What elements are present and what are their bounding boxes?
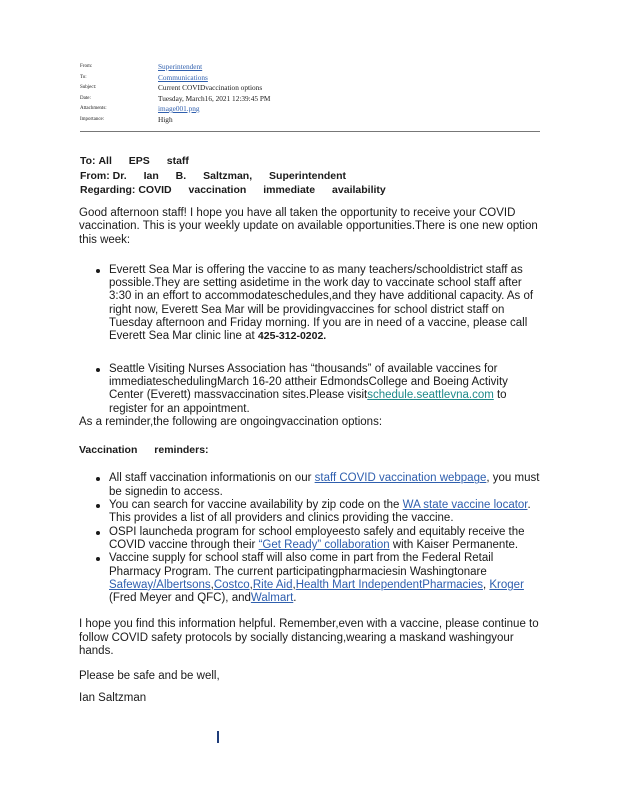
memo-from-value: Dr. Ian B. Saltzman, Superintendent (112, 169, 347, 182)
header-label: From: (80, 64, 93, 69)
reminders-list (79, 472, 541, 605)
list-item (79, 499, 541, 526)
vna-tail: to register for an appointment. (109, 389, 507, 415)
text-cursor (217, 731, 219, 743)
list-item: Vaccine supply for school staff will also come in part from the Federal Retail Pharmacy Program. The current participatingpharmaciesin Washingtonare Safeway/Albertsons,Costco,Rite Aid,Health Mart IndependentPharmacies, Kroger (Fred Meyer and QFC), andWalmart. (79, 552, 541, 605)
r2-post: . This provides a list of all providers and clinics providing the vaccine. (109, 499, 531, 525)
header-row-subject (80, 83, 270, 94)
kroger-link[interactable]: Kroger (489, 578, 524, 591)
memo-to (80, 154, 386, 169)
get-ready-collaboration-link[interactable]: “Get Ready” collaboration (258, 538, 390, 551)
closing-paragraph: I hope you find this information helpful. Remember,even with a vaccine, please continue to follow COVID safety protocols by socially distancing,wearing a maskand washingyour hands. (79, 618, 539, 658)
importance-value: High (158, 114, 173, 124)
intro-paragraph: Good afternoon staff! I hope you have all taken the opportunity to receive your COVID vaccination. This is your weekly update on available opportunities.There is one new option this week: (79, 207, 538, 246)
list-item (79, 472, 541, 499)
signature: Ian Saltzman (79, 691, 147, 704)
memo-to-value: All EPS staff (98, 155, 189, 167)
r3-post: with Kaiser Permanente. (389, 538, 519, 551)
wa-vaccine-locator-link[interactable]: WA state vaccine locator (402, 499, 528, 512)
to-link[interactable]: Communications (158, 72, 208, 82)
list-item (79, 363, 541, 416)
header-label: To: (80, 74, 87, 80)
header-row-date (80, 94, 270, 105)
vna-text: Seattle Visiting Nurses Association has “thousands” of available vaccines for immediateschedulingMarch 16-20 attheir EdmondsCollege and Boeing Activity Center (Everett) massvaccination sites.Please visit (109, 362, 508, 402)
memo-block (80, 154, 386, 198)
vna-schedule-link[interactable]: schedule.seattlevna.com (367, 389, 494, 402)
subject-value: Current COVIDvaccination options (158, 83, 263, 92)
list-item (79, 526, 541, 553)
memo-from (80, 169, 386, 184)
new-options-list (79, 264, 541, 416)
header-label: Subject: (80, 85, 97, 90)
r1-post: , you must be signedin to access. (109, 472, 540, 498)
header-row-from (80, 62, 270, 73)
r4-pre: Vaccine supply for school staff will also come in part from the Federal Retail Pharmacy Program. The current participatingpharmaciesin Washingtonare (109, 552, 494, 578)
rite-aid-link[interactable]: Rite Aid (252, 578, 293, 591)
sea-mar-phone: 425-312-0202. (257, 330, 327, 343)
header-divider (80, 131, 540, 132)
header-row-to (80, 73, 270, 84)
walmart-link[interactable]: Walmart (250, 592, 294, 605)
attachment-link[interactable]: image001.png (158, 104, 200, 113)
r3-pre: OSPI launcheda program for school employeesto safely and equitably receive the COVID vaccine through their (109, 525, 525, 551)
list-item (79, 264, 541, 344)
header-row-attachments (80, 104, 270, 115)
from-link[interactable]: Superintendent (158, 62, 203, 71)
sea-mar-text: Everett Sea Mar is offering the vaccine to as many teachers/schooldistrict staff as possible.They are setting asidetime in the work day to vaccinate school staff after 3:30 in an effort to accommodateschedules,and they have additional capacity. As of right now, Everett Sea Mar will be providingvaccines for school district staff on Tuesday afternoon and Friday morning. If you are in need of a vaccine, please call Everett Sea Mar clinic line at (109, 263, 534, 343)
memo-to-label: To: (80, 155, 96, 167)
reminder-line: As a reminder,the following are ongoingvaccination options: (79, 415, 383, 428)
staff-vaccination-webpage-link[interactable]: staff COVID vaccination webpage (314, 472, 487, 485)
memo-regarding-value: COVID vaccination immediate availability (138, 184, 386, 196)
r4-mid: (Fred Meyer and QFC), and (109, 592, 251, 605)
email-header (80, 62, 270, 125)
safeway-link[interactable]: Safeway/Albertsons (109, 578, 211, 591)
header-label: Date: (80, 95, 91, 101)
r1-pre: All staff vaccination informationis on our (109, 472, 315, 485)
sign-off: Please be safe and be well, (79, 670, 220, 683)
memo-from-label: From: (80, 169, 110, 182)
date-value: Tuesday, March16, 2021 12:39:45 PM (158, 93, 271, 103)
memo-regarding (80, 183, 386, 198)
email-body (79, 207, 541, 705)
header-label: Importance: (80, 116, 105, 122)
health-mart-link[interactable]: Health Mart IndependentPharmacies (295, 578, 483, 591)
vaccination-heading: Vaccination reminders: (79, 444, 209, 457)
costco-link[interactable]: Costco (213, 578, 250, 591)
memo-regarding-label: Regarding: (80, 184, 136, 196)
header-row-importance (80, 115, 270, 126)
r2-pre: You can search for vaccine availability by zip code on the (109, 499, 403, 512)
header-label: Attachments: (80, 106, 107, 111)
